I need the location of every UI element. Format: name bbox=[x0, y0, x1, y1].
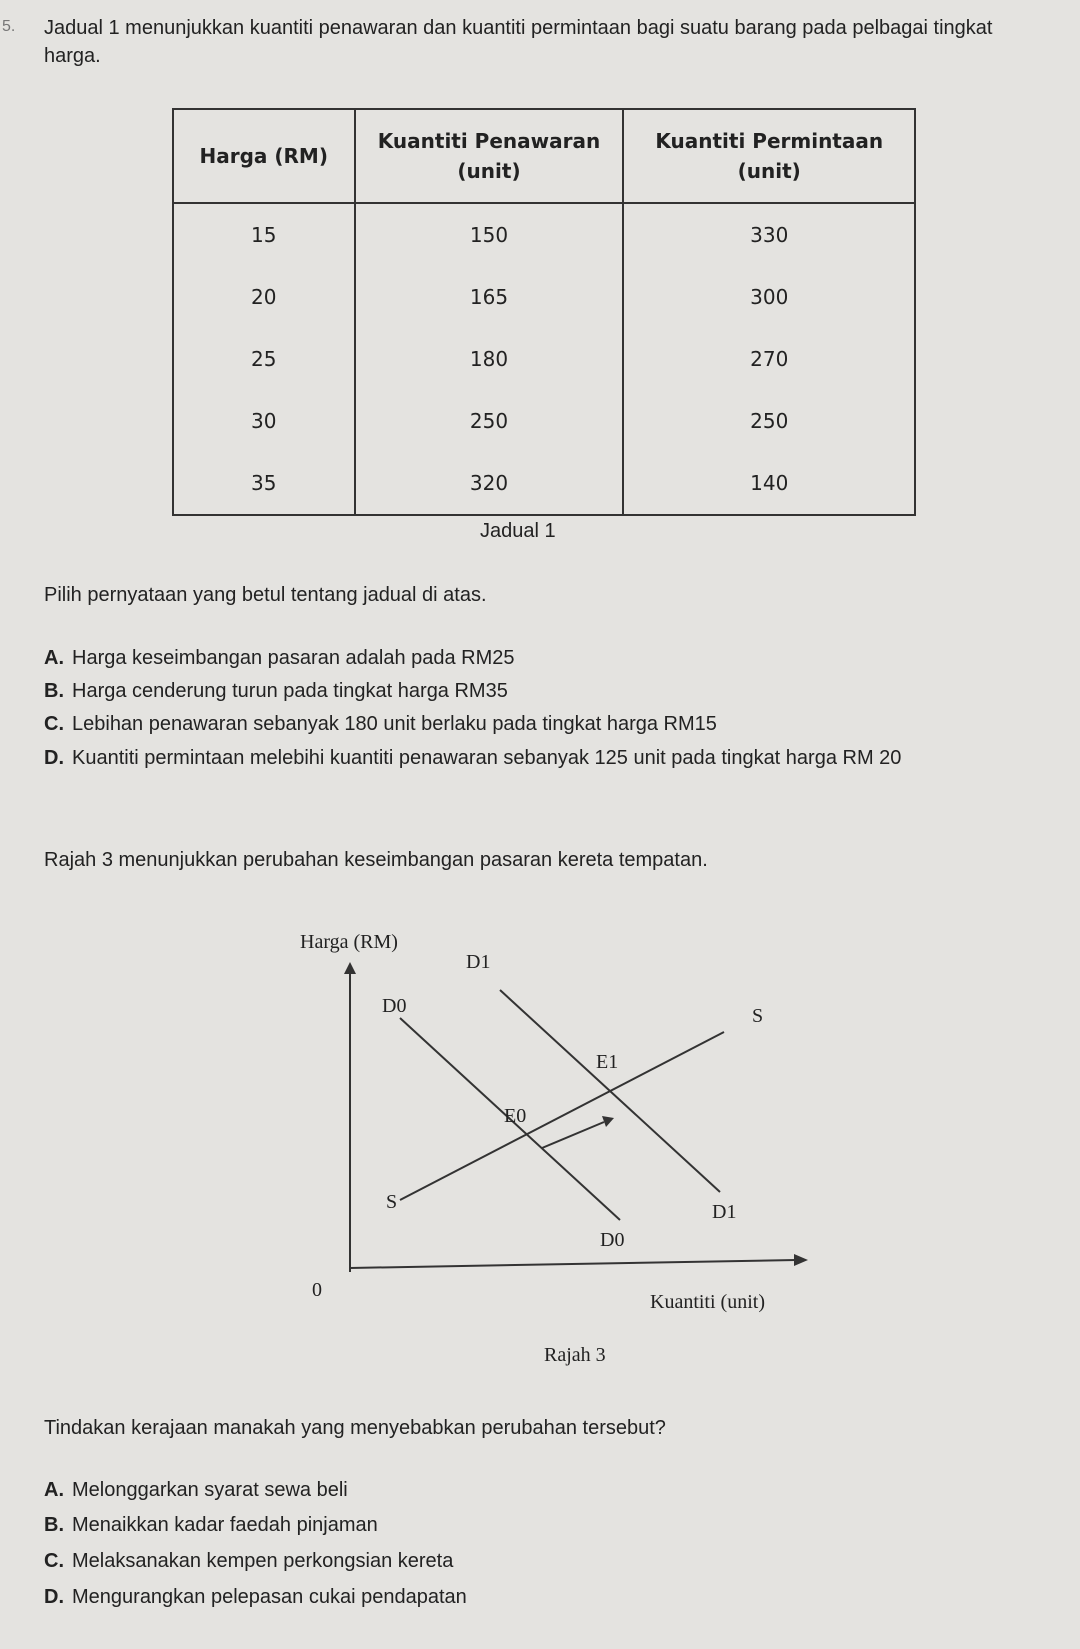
shift-arrow-head bbox=[602, 1116, 614, 1127]
table-cell: 165 bbox=[355, 266, 624, 328]
x-axis-arrow bbox=[794, 1254, 808, 1266]
option-b[interactable] bbox=[44, 1510, 1044, 1540]
table-cell: 15 bbox=[173, 203, 355, 266]
question-text: Pilih pernyataan yang betul tentang jadual di atas. bbox=[44, 584, 487, 606]
table-cell: 250 bbox=[355, 390, 624, 452]
demand-curve-d1 bbox=[500, 990, 720, 1192]
table-caption: Jadual 1 bbox=[480, 520, 556, 542]
option-letter: B. bbox=[44, 680, 64, 702]
origin-label: 0 bbox=[312, 1279, 322, 1301]
table-header-demand: Kuantiti Permintaan (unit) bbox=[623, 109, 915, 203]
option-text: Melonggarkan syarat sewa beli bbox=[72, 1479, 348, 1501]
table-row bbox=[173, 328, 915, 390]
supply-label-top: S bbox=[752, 1005, 764, 1027]
table-cell: 25 bbox=[173, 328, 355, 390]
x-axis-label: Kuantiti (unit) bbox=[650, 1291, 765, 1313]
option-text: Melaksanakan kempen perkongsian kereta bbox=[72, 1550, 454, 1572]
option-text: Menaikkan kadar faedah pinjaman bbox=[72, 1514, 378, 1536]
y-axis-arrow bbox=[344, 962, 356, 974]
option-b[interactable] bbox=[44, 676, 1044, 706]
table-cell: 250 bbox=[623, 390, 915, 452]
option-d[interactable] bbox=[44, 743, 1034, 773]
option-text: Lebihan penawaran sebanyak 180 unit berlaku pada tingkat harga RM15 bbox=[72, 713, 717, 735]
table-row bbox=[173, 203, 915, 266]
table-cell: 20 bbox=[173, 266, 355, 328]
option-text: Harga cenderung turun pada tingkat harga RM35 bbox=[72, 680, 508, 702]
y-axis-label: Harga (RM) bbox=[300, 931, 398, 953]
d0-label-top: D0 bbox=[382, 995, 407, 1017]
option-letter: A. bbox=[44, 647, 64, 669]
table-header-supply: Kuantiti Penawaran (unit) bbox=[355, 109, 624, 203]
market-diagram bbox=[0, 900, 1080, 1380]
option-text: Mengurangkan pelepasan cukai pendapatan bbox=[72, 1586, 467, 1608]
table-row bbox=[173, 390, 915, 452]
supply-curve bbox=[400, 1032, 724, 1200]
question-intro-2: Rajah 3 menunjukkan perubahan keseimbangan pasaran kereta tempatan. bbox=[44, 849, 708, 871]
option-letter: D. bbox=[44, 747, 64, 769]
option-text: Kuantiti permintaan melebihi kuantiti penawaran sebanyak 125 unit pada tingkat harga RM 20 bbox=[72, 747, 902, 769]
e0-label: E0 bbox=[504, 1105, 527, 1127]
table-row bbox=[173, 452, 915, 515]
supply-label-bottom: S bbox=[386, 1191, 398, 1213]
option-d[interactable] bbox=[44, 1582, 1044, 1612]
question-number: 5. bbox=[2, 18, 16, 35]
diagram-caption: Rajah 3 bbox=[544, 1344, 606, 1366]
supply-demand-table bbox=[172, 108, 916, 516]
diagram-svg bbox=[0, 900, 1080, 1340]
option-c[interactable] bbox=[44, 709, 1044, 739]
question-text-2: Tindakan kerajaan manakah yang menyebabkan perubahan tersebut? bbox=[44, 1417, 666, 1439]
option-letter: D. bbox=[44, 1586, 64, 1608]
e1-label: E1 bbox=[596, 1051, 619, 1073]
table-cell: 35 bbox=[173, 452, 355, 515]
option-a[interactable] bbox=[44, 643, 1044, 673]
table-cell: 330 bbox=[623, 203, 915, 266]
option-c[interactable] bbox=[44, 1546, 1044, 1576]
option-letter: C. bbox=[44, 1550, 64, 1572]
option-letter: C. bbox=[44, 713, 64, 735]
d1-label-top: D1 bbox=[466, 951, 491, 973]
table-header-price: Harga (RM) bbox=[173, 109, 355, 203]
x-axis bbox=[350, 1260, 796, 1268]
table-row bbox=[173, 266, 915, 328]
table-cell: 320 bbox=[355, 452, 624, 515]
table-cell: 150 bbox=[355, 203, 624, 266]
d1-label-bottom: D1 bbox=[712, 1201, 737, 1223]
table-cell: 140 bbox=[623, 452, 915, 515]
option-letter: B. bbox=[44, 1514, 64, 1536]
option-letter: A. bbox=[44, 1479, 64, 1501]
shift-arrow bbox=[542, 1122, 604, 1148]
question-intro: Jadual 1 menunjukkan kuantiti penawaran dan kuantiti permintaan bagi suatu barang pada pelbagai tingkat harga. bbox=[44, 17, 993, 67]
d0-label-bottom: D0 bbox=[600, 1229, 625, 1251]
table-cell: 30 bbox=[173, 390, 355, 452]
option-a[interactable] bbox=[44, 1475, 1044, 1505]
table-cell: 270 bbox=[623, 328, 915, 390]
table-cell: 180 bbox=[355, 328, 624, 390]
table-cell: 300 bbox=[623, 266, 915, 328]
option-text: Harga keseimbangan pasaran adalah pada RM25 bbox=[72, 647, 515, 669]
